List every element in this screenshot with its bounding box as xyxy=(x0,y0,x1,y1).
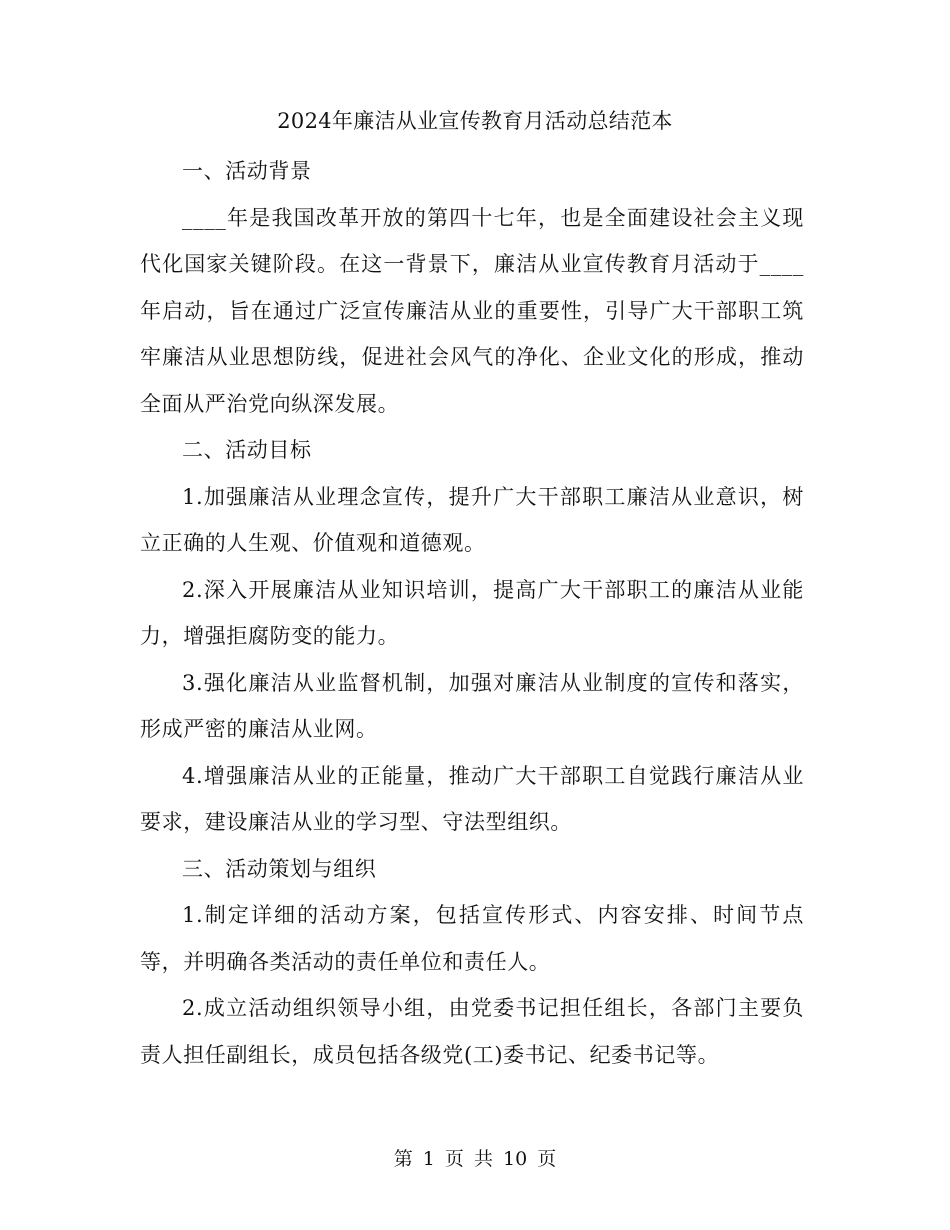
goal-item-2: 2.深入开展廉洁从业知识培训，提高广大干部职工的廉洁从业能力，增强拒腐防变的能力。 xyxy=(140,577,804,648)
section-heading-goals: 二、活动目标 xyxy=(182,438,312,462)
section-heading-planning: 三、活动策划与组织 xyxy=(182,856,377,881)
goal-item-3: 3.强化廉洁从业监督机制，加强对廉洁从业制度的宣传和落实，形成严密的廉洁从业网。 xyxy=(140,670,804,741)
planning-item-1: 1.制定详细的活动方案，包括宣传形式、内容安排、时间节点等，并明确各类活动的责任单位和责任人。 xyxy=(140,903,804,974)
page-number-footer: 第 1 页 共 10 页 xyxy=(393,1148,557,1170)
goal-item-1: 1.加强廉洁从业理念宣传，提升广大干部职工廉洁从业意识，树立正确的人生观、价值观和道德观。 xyxy=(140,484,804,555)
planning-item-2: 2.成立活动组织领导小组，由党委书记担任组长，各部门主要负责人担任副组长，成员包括各级党(工)委书记、纪委书记等。 xyxy=(140,996,804,1067)
document-body xyxy=(140,148,804,1078)
paragraph-background: ____年是我国改革开放的第四十七年，也是全面建设社会主义现代化国家关键阶段。在这一背景下，廉洁从业宣传教育月活动于____年启动，旨在通过广泛宣传廉洁从业的重要性，引导广大干部职工筑牢廉洁从业思想防线，促进社会风气的净化、企业文化的形成，推动全面从严治党向纵深发展。 xyxy=(140,205,804,416)
goal-item-4: 4.增强廉洁从业的正能量，推动广大干部职工自觉践行廉洁从业要求，建设廉洁从业的学习型、守法型组织。 xyxy=(140,763,804,834)
section-heading-background: 一、活动背景 xyxy=(182,159,312,183)
document-title: 2024年廉洁从业宣传教育月活动总结范本 xyxy=(277,109,673,133)
